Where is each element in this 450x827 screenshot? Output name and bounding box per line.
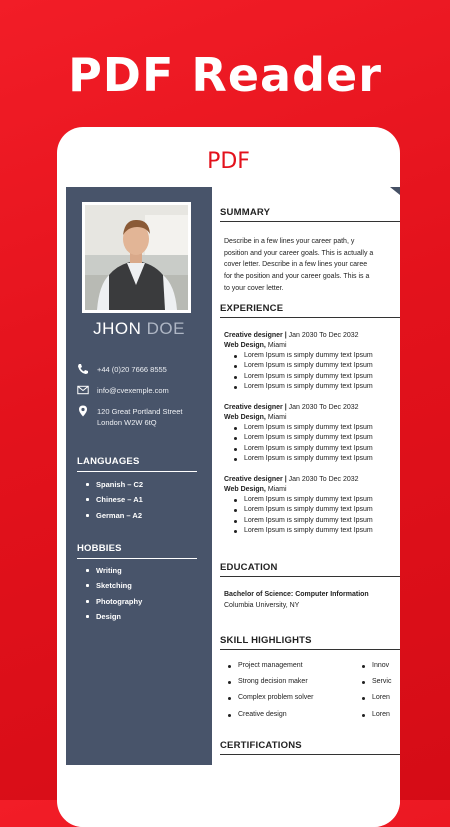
languages-heading: LANGUAGES <box>77 456 197 472</box>
phone-frame <box>57 127 400 827</box>
viewer-header: PDF <box>207 149 250 174</box>
skill-item: Loren <box>360 694 391 710</box>
skill-item: Complex problem solver <box>226 694 313 710</box>
cv-sidebar <box>66 187 212 765</box>
job-bullet: Lorem Ipsum is simply dummy text Ipsum <box>224 373 400 383</box>
job-entry: Creative designer | Jan 2030 To Dec 2032 Web Design, Miami Lorem Ipsum is simply dummy text Ipsum Lorem Ipsum is simply dummy text Ipsum Lorem Ipsum is simply dummy text Ipsum Lorem Ipsum is simply dummy text Ipsum <box>224 476 400 538</box>
job-entry: Creative designer | Jan 2030 To Dec 2032 Web Design, Miami Lorem Ipsum is simply dummy text Ipsum Lorem Ipsum is simply dummy text Ipsum Lorem Ipsum is simply dummy text Ipsum Lorem Ipsum is simply dummy text Ipsum <box>224 332 400 394</box>
job-bullet: Lorem Ipsum is simply dummy text Ipsum <box>224 434 400 444</box>
skills-heading: SKILL HIGHLIGHTS <box>220 635 400 650</box>
hobby-item: Writing <box>86 566 142 581</box>
education-degree: Bachelor of Science: Computer Information <box>224 591 369 598</box>
job-bullet: Lorem Ipsum is simply dummy text Ipsum <box>224 383 400 393</box>
cv-main <box>220 187 400 827</box>
hobbies-heading: HOBBIES <box>77 543 197 559</box>
skill-item: Loren <box>360 711 391 727</box>
job-title: Creative designer <box>224 332 283 339</box>
job-title: Creative designer <box>224 476 283 483</box>
skill-item: Creative design <box>226 711 313 727</box>
language-item: German – A2 <box>86 511 143 526</box>
job-company: Web Design, <box>224 414 266 421</box>
location-pin-icon <box>77 405 89 417</box>
skill-item: Servic <box>360 678 391 694</box>
education-school: Columbia University, NY <box>224 602 300 609</box>
job-bullet: Lorem Ipsum is simply dummy text Ipsum <box>224 517 400 527</box>
email-text: info@cvexemple.com <box>97 386 169 395</box>
envelope-icon <box>77 384 89 396</box>
skill-item: Project management <box>226 662 313 678</box>
skills-left-column <box>226 662 313 727</box>
address-line-2: London W2W 6tQ <box>97 418 157 427</box>
cv-name <box>66 319 212 339</box>
job-bullet: Lorem Ipsum is simply dummy text Ipsum <box>224 496 400 506</box>
hero-title: PDF Reader <box>68 48 382 102</box>
job-bullet: Lorem Ipsum is simply dummy text Ipsum <box>224 506 400 516</box>
summary-heading: SUMMARY <box>220 207 400 222</box>
skills-right-column <box>360 662 391 727</box>
education-entry <box>224 589 369 611</box>
job-dates: Jan 2030 To Dec 2032 <box>288 332 359 339</box>
job-bullet: Lorem Ipsum is simply dummy text Ipsum <box>224 362 400 372</box>
job-bullet: Lorem Ipsum is simply dummy text Ipsum <box>224 527 400 537</box>
pdf-document[interactable] <box>66 187 400 827</box>
hobbies-list <box>86 566 142 627</box>
hobby-item: Photography <box>86 597 142 612</box>
job-bullet: Lorem Ipsum is simply dummy text Ipsum <box>224 455 400 465</box>
job-city: Miami <box>267 414 287 421</box>
address-text <box>97 406 182 428</box>
job-title: Creative designer <box>224 404 283 411</box>
job-entry: Creative designer | Jan 2030 To Dec 2032 Web Design, Miami Lorem Ipsum is simply dummy text Ipsum Lorem Ipsum is simply dummy text Ipsum Lorem Ipsum is simply dummy text Ipsum Lorem Ipsum is simply dummy text Ipsum <box>224 404 400 466</box>
phone-text: +44 (0)20 7666 8555 <box>97 365 167 374</box>
skill-item: Innov <box>360 662 391 678</box>
hobby-item: Sketching <box>86 581 142 596</box>
experience-heading: EXPERIENCE <box>220 303 400 318</box>
skill-item: Strong decision maker <box>226 678 313 694</box>
job-bullet: Lorem Ipsum is simply dummy text Ipsum <box>224 352 400 362</box>
job-bullet: Lorem Ipsum is simply dummy text Ipsum <box>224 445 400 455</box>
first-name: JHON <box>93 319 142 338</box>
job-dates: Jan 2030 To Dec 2032 <box>288 476 359 483</box>
job-company: Web Design, <box>224 486 266 493</box>
address-line-1: 120 Great Portland Street <box>97 407 183 416</box>
phone-icon <box>77 363 89 375</box>
language-item: Spanish – C2 <box>86 480 143 495</box>
job-dates: Jan 2030 To Dec 2032 <box>288 404 359 411</box>
summary-text: Describe in a few lines your career path, y position and your career goals. This is actually a cover letter. Describe in a few lines your caree for the position and your career goals. This is a to your cover letter. <box>224 238 374 292</box>
hobby-item: Design <box>86 612 142 627</box>
languages-list <box>86 480 143 526</box>
certifications-heading: CERTIFICATIONS <box>220 740 400 755</box>
profile-photo <box>82 202 191 313</box>
job-company: Web Design, <box>224 342 266 349</box>
language-item: Chinese – A1 <box>86 495 143 510</box>
job-bullet: Lorem Ipsum is simply dummy text Ipsum <box>224 424 400 434</box>
last-name: DOE <box>146 319 185 338</box>
education-heading: EDUCATION <box>220 562 400 577</box>
job-city: Miami <box>267 486 287 493</box>
job-city: Miami <box>267 342 287 349</box>
